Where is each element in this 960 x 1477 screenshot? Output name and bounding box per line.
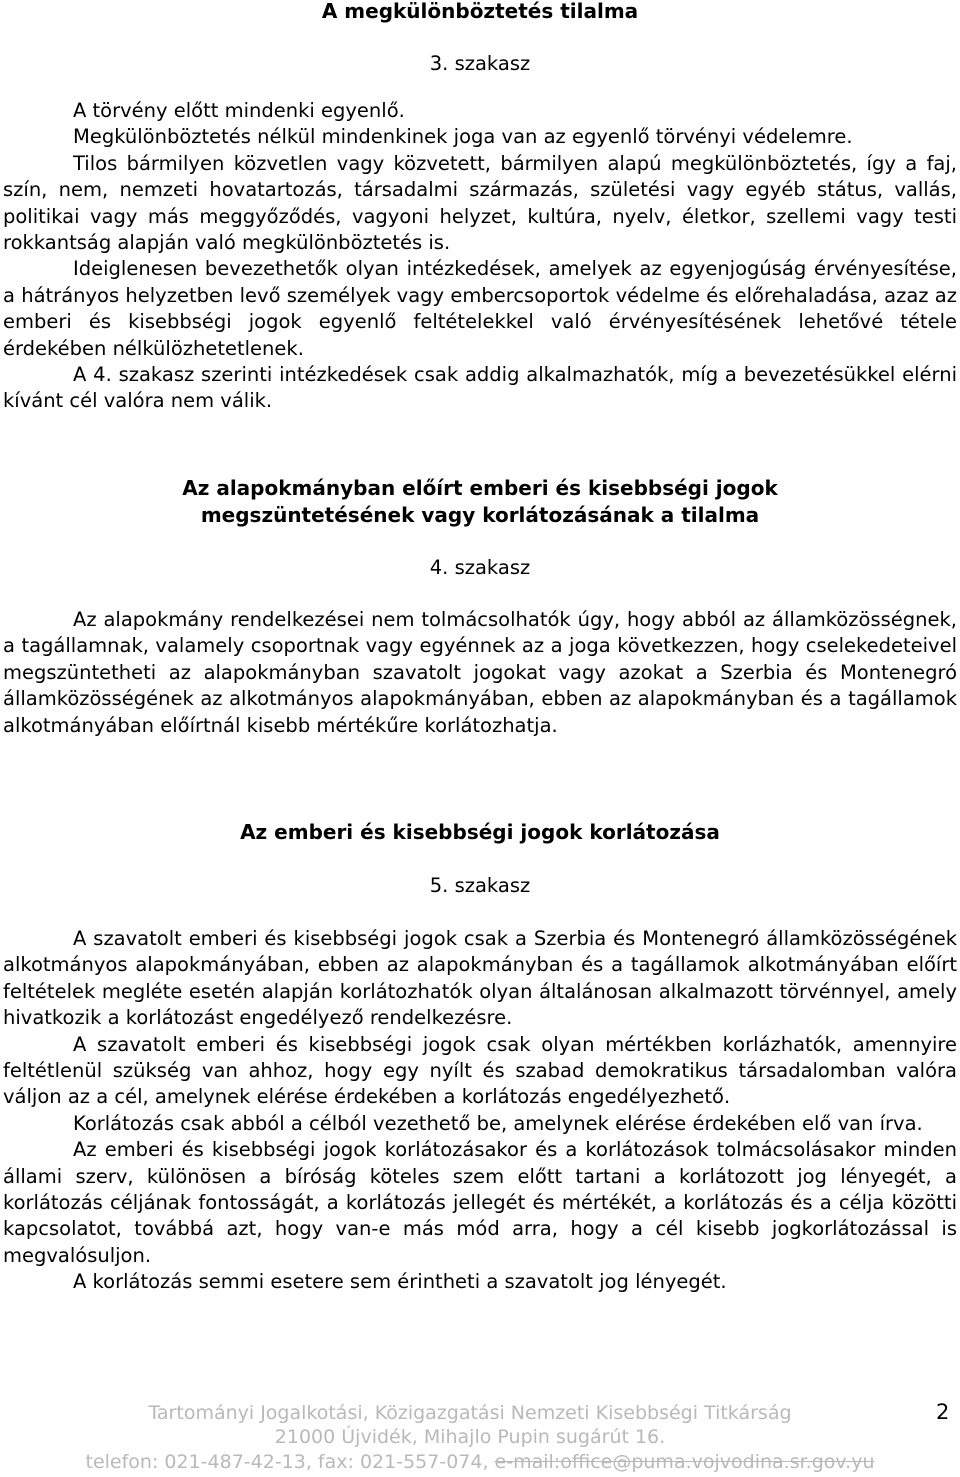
section-heading: Az emberi és kisebbségi jogok korlátozása xyxy=(240,820,720,844)
paragraph: A szavatolt emberi és kisebbségi jogok csak olyan mértékben korlázhatók, amennyire feltétlenül szükség van ahhoz, hogy egy nyílt és szabad demokratikus társadalomban valóra váljon az a cél, amelynek elérése érdekében a korlátozás engedélyezhető. xyxy=(3,1032,957,1109)
section-number: 5. szakasz xyxy=(429,874,531,897)
paragraph: A korlátozás semmi esetere sem érintheti a szavatolt jog lényegét. xyxy=(73,1270,727,1294)
footer-address: 21000 Újvidék, Mihajlo Pupin sugárút 16. xyxy=(274,1426,666,1448)
paragraph: A szavatolt emberi és kisebbségi jogok csak a Szerbia és Montenegró államközösségének alkotmányos alapokmányában, ebben az alapokmányban és a tagállamok alkotmányában előírt feltételek megléte esetén alapján korlátozhatók olyan általánosan alkalmazott törvénnyel, amely hivatkozik a korlátozást engedélyező rendelkezésre. xyxy=(3,927,957,1030)
paragraph: A 4. szakasz szerinti intézkedések csak addig alkalmazhatók, míg a bevezetésükkel elérni kívánt cél valóra nem válik. xyxy=(3,363,957,413)
footer-phone: telefon: 021-487-42-13, fax: 021-557-074, xyxy=(85,1451,495,1473)
footer-office-name: Tartományi Jogalkotási, Közigazgatási Nemzeti Kisebbségi Titkárság xyxy=(148,1402,792,1424)
section-body xyxy=(3,98,957,415)
paragraph: Az alapokmány rendelkezései nem tolmácsolhatók úgy, hogy abból az államközösségnek, a tagállamnak, valamely csoportnak vagy egyénnek az a joga következzen, hogy cselekedeteivel megszüntetheti az alapokmányban szavatolt jogokat vagy azokat a Szerbia és Montenegró államközösségének az alkotmányos alapokmányában, ebben az alapokmányban és a tagállamok alkotmányában előírtnál kisebb mértékűre korlátozhatja. xyxy=(3,608,957,737)
section-heading-line: megszüntetésének vagy korlátozásának a tilalma xyxy=(200,503,760,527)
paragraph: Ideiglenesen bevezethetők olyan intézkedések, amelyek az egyenjogúság érvényesítése, a hátrányos helyzetben levő személyek vagy embercsoportok védelme és előrehaladása, azaz az emberi és kisebbségi jogok egyenlő feltételekkel való érvényesítésének lehetővé tétele érdekében nélkülözhetetlenek. xyxy=(3,257,957,360)
paragraph: Tilos bármilyen közvetlen vagy közvetett, bármilyen alapú megkülönböztetés, így a faj, szín, nem, nemzeti hovatartozás, társadalmi származás, születési vagy egyéb státus, vallás, politikai vagy más meggyőződés, vagyoni helyzet, kultúra, nyelv, életkor, szellemi vagy testi rokkantság alapján való megkülönböztetés is. xyxy=(3,151,957,255)
section-number: 4. szakasz xyxy=(429,556,531,579)
paragraph: Az emberi és kisebbségi jogok korlátozásakor és a korlátozások tolmácsolásakor minden állami szerv, különösen a bíróság köteles szem előtt tartani a korlátozott jog lényegét, a korlátozás céljának fontosságát, a korlátozás jellegét és mértékét, a korlátozás és a célja közötti kapcsolatot, továbbá azt, hogy van-e más mód arra, hogy a cél kisebb jogkorlátozással is megvalósuljon. xyxy=(3,1138,957,1267)
section-body xyxy=(3,607,957,739)
paragraph: Korlátozás csak abból a célból vezethető be, amelynek elérése érdekében elő van írva. xyxy=(73,1111,923,1135)
paragraph: Megkülönböztetés nélkül mindenkinek joga van az egyenlő törvényi védelemre. xyxy=(73,125,853,149)
section-body xyxy=(3,926,957,1296)
footer-email-link[interactable]: e-mail:office@puma.vojvodina.sr.gov.yu xyxy=(494,1451,875,1473)
section-number: 3. szakasz xyxy=(429,52,531,75)
footer-contact xyxy=(0,1448,960,1477)
section-heading-line: Az alapokmányban előírt emberi és kisebbségi jogok xyxy=(182,476,778,500)
section-heading: A megkülönböztetés tilalma xyxy=(321,0,639,23)
paragraph: A törvény előtt mindenki egyenlő. xyxy=(73,99,405,122)
page-number: 2 xyxy=(936,1400,950,1424)
